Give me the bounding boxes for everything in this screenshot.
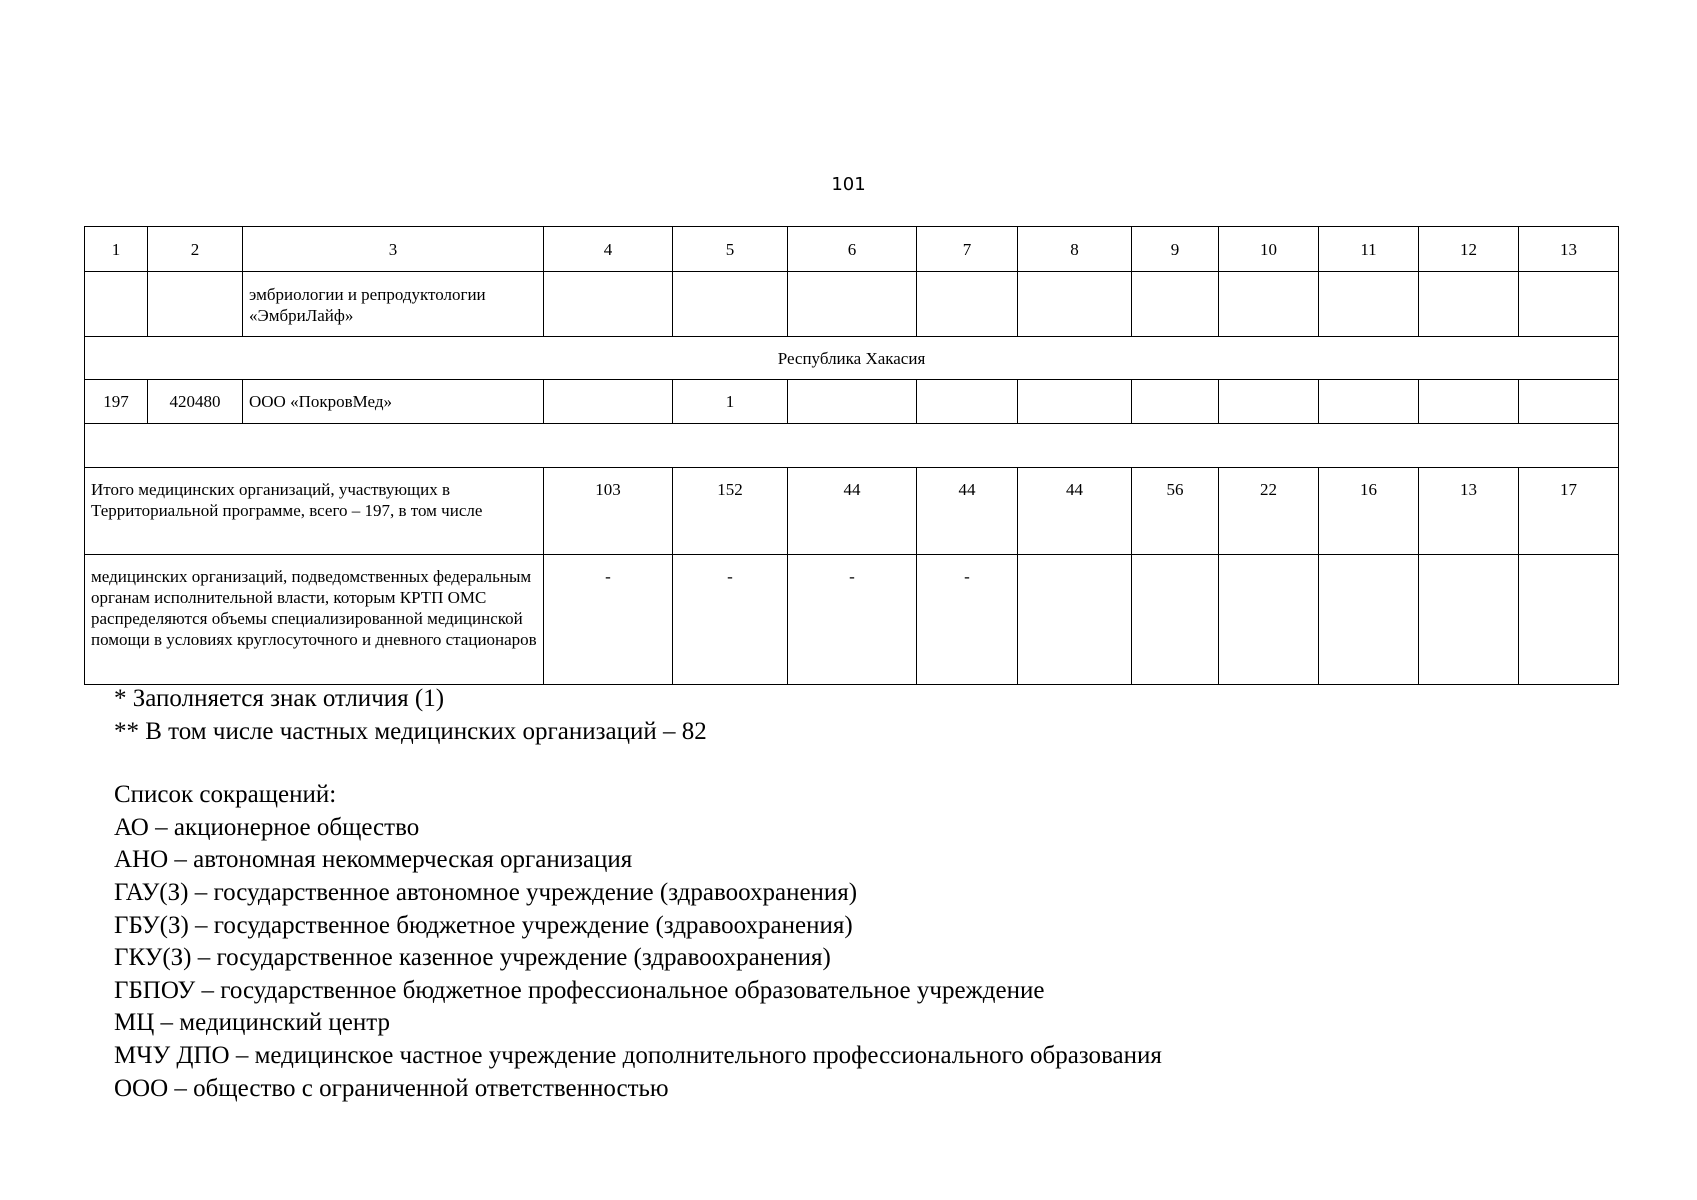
header-cell: 4 xyxy=(544,227,673,272)
footnote: * Заполняется знак отличия (1) xyxy=(114,685,445,712)
spacer xyxy=(114,748,1162,779)
region-title: Республика Хакасия xyxy=(85,337,1619,380)
table-cell xyxy=(1132,272,1219,337)
table-cell xyxy=(148,272,243,337)
abbreviation-item: ООО – общество с ограниченной ответственностью xyxy=(114,1074,669,1102)
table-cell xyxy=(544,380,673,424)
header-cell: 8 xyxy=(1018,227,1132,272)
federal-value-cell xyxy=(1219,555,1319,685)
organization-name-cell: ООО «ПокровМед» xyxy=(243,380,544,424)
abbreviation-item: АО – акционерное общество xyxy=(114,813,420,841)
table-cell xyxy=(917,380,1018,424)
empty-cell xyxy=(85,424,1619,468)
total-value-cell: 44 xyxy=(1018,468,1132,555)
federal-value-cell: - xyxy=(673,555,788,685)
organization-code-cell: 420480 xyxy=(148,380,243,424)
notes-section xyxy=(114,683,1162,1105)
federal-value-cell xyxy=(1132,555,1219,685)
header-cell: 9 xyxy=(1132,227,1219,272)
total-label: Итого медицинских организаций, участвующих в Территориальной программе, всего – 197, в том числе xyxy=(85,468,544,555)
federal-label: медицинских организаций, подведомственных федеральным органам исполнительной власти, которым КРТП ОМС распределяются объемы специализированной медицинской помощи в условиях круглосуточного и дневного стационаров xyxy=(85,555,544,685)
table-cell xyxy=(1219,380,1319,424)
table-cell xyxy=(1419,380,1519,424)
table-cell xyxy=(1519,272,1619,337)
table-cell xyxy=(544,272,673,337)
header-cell: 13 xyxy=(1519,227,1619,272)
federal-row xyxy=(85,555,1619,685)
table-cell xyxy=(1018,380,1132,424)
abbreviation-item: АНО – автономная некоммерческая организация xyxy=(114,846,633,874)
empty-row xyxy=(85,424,1619,468)
header-cell: 6 xyxy=(788,227,917,272)
table-cell xyxy=(788,380,917,424)
table-cell xyxy=(917,272,1018,337)
federal-value-cell xyxy=(1419,555,1519,685)
abbreviation-item: ГКУ(З) – государственное казенное учреждение (здравоохранения) xyxy=(114,944,831,972)
table-cell xyxy=(1319,380,1419,424)
total-value-cell: 44 xyxy=(788,468,917,555)
header-cell: 12 xyxy=(1419,227,1519,272)
region-row xyxy=(85,337,1619,380)
table-cell xyxy=(1018,272,1132,337)
header-cell: 2 xyxy=(148,227,243,272)
table-cell xyxy=(1519,380,1619,424)
table-cell xyxy=(788,272,917,337)
organization-name-cell: эмбриологии и репродуктологии «ЭмбриЛайф» xyxy=(243,272,544,337)
federal-value-cell: - xyxy=(788,555,917,685)
header-cell: 5 xyxy=(673,227,788,272)
header-cell: 1 xyxy=(85,227,148,272)
header-cell: 3 xyxy=(243,227,544,272)
federal-value-cell xyxy=(1018,555,1132,685)
total-value-cell: 44 xyxy=(917,468,1018,555)
header-cell: 10 xyxy=(1219,227,1319,272)
table-header-row xyxy=(85,227,1619,272)
total-value-cell: 103 xyxy=(544,468,673,555)
header-cell: 7 xyxy=(917,227,1018,272)
federal-value-cell: - xyxy=(544,555,673,685)
footnote: ** В том числе частных медицинских организаций – 82 xyxy=(114,717,707,745)
total-value-cell: 17 xyxy=(1519,468,1619,555)
abbreviation-item: МЦ – медицинский центр xyxy=(114,1009,390,1037)
row-number-cell: 197 xyxy=(85,380,148,424)
table-row-organization xyxy=(85,380,1619,424)
table-cell xyxy=(85,272,148,337)
table-cell xyxy=(673,272,788,337)
federal-value-cell: - xyxy=(917,555,1018,685)
federal-value-cell xyxy=(1319,555,1419,685)
abbreviation-item: ГБУ(З) – государственное бюджетное учреждение (здравоохранения) xyxy=(114,911,853,939)
header-cell: 11 xyxy=(1319,227,1419,272)
table-cell: 1 xyxy=(673,380,788,424)
abbreviations-title: Список сокращений: xyxy=(114,781,337,809)
table-row-embrio xyxy=(85,272,1619,337)
table-cell xyxy=(1319,272,1419,337)
organizations-table xyxy=(84,226,1619,685)
total-value-cell: 16 xyxy=(1319,468,1419,555)
total-value-cell: 152 xyxy=(673,468,788,555)
table-cell xyxy=(1219,272,1319,337)
abbreviation-item: ГБПОУ – государственное бюджетное профессиональное образовательное учреждение xyxy=(114,976,1045,1004)
total-value-cell: 56 xyxy=(1132,468,1219,555)
total-row xyxy=(85,468,1619,555)
table-cell xyxy=(1419,272,1519,337)
total-value-cell: 13 xyxy=(1419,468,1519,555)
table-cell xyxy=(1132,380,1219,424)
page-number: 101 xyxy=(831,174,866,195)
abbreviation-item: МЧУ ДПО – медицинское частное учреждение дополнительного профессионального образования xyxy=(114,1041,1162,1069)
total-value-cell: 22 xyxy=(1219,468,1319,555)
federal-value-cell xyxy=(1519,555,1619,685)
abbreviation-item: ГАУ(З) – государственное автономное учреждение (здравоохранения) xyxy=(114,878,858,906)
